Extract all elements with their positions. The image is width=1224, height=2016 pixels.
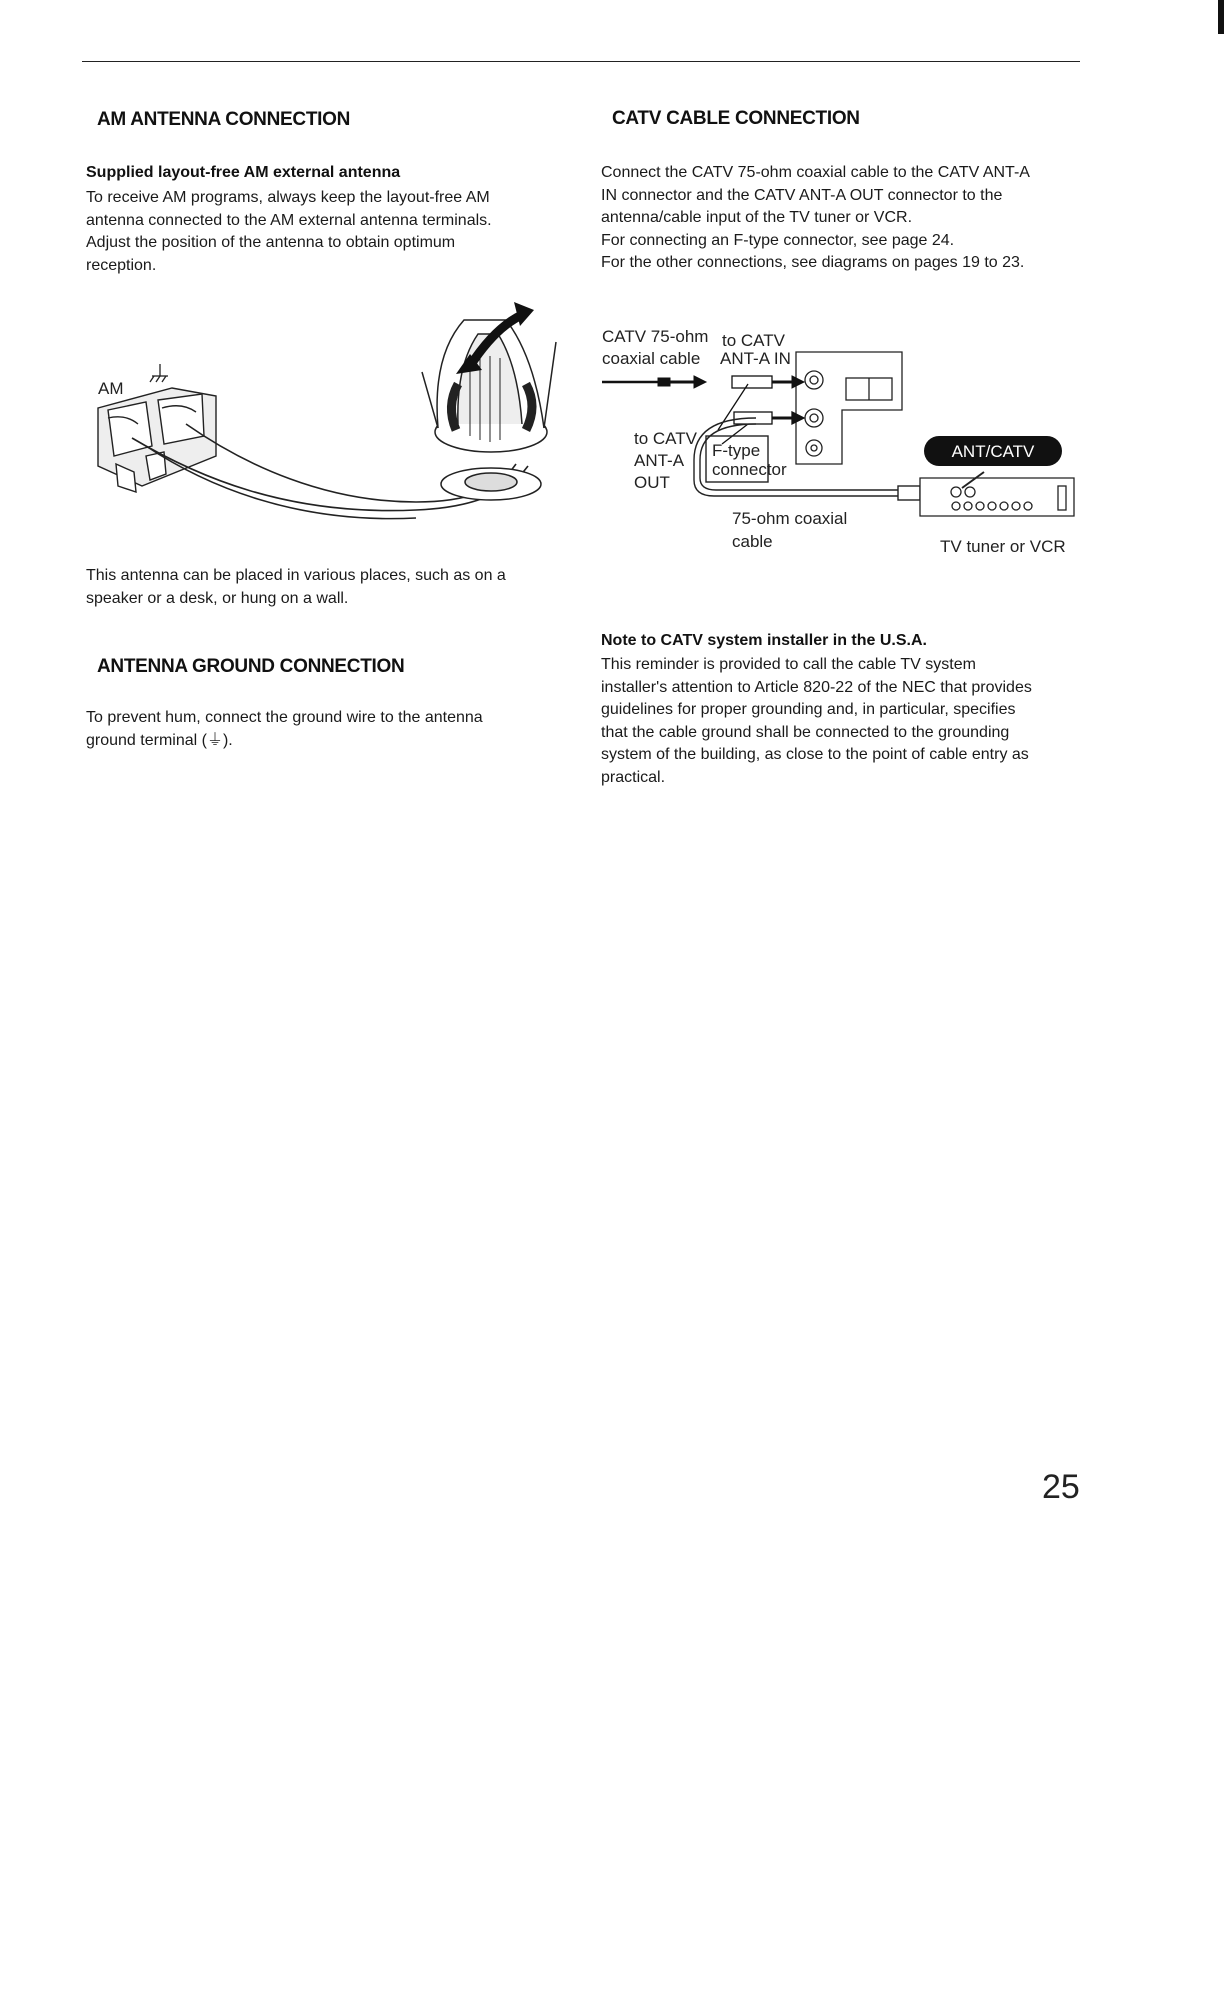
tv-tuner-label: TV tuner or VCR [940,537,1066,556]
note-line: This reminder is provided to call the cable TV system [601,656,976,673]
note-line: system of the building, as close to the point of cable entry as [601,746,1029,763]
placement-line: This antenna can be placed in various places, such as on a [86,567,506,584]
am-body-line: antenna connected to the AM external antenna terminals. [86,211,492,229]
note-line: installer's attention to Article 820-22 of the NEC that provides [601,678,1032,696]
to-catv-out-label-line2: ANT-A [634,451,685,470]
antcatv-badge-label: ANT/CATV [951,442,1035,461]
page-edge-mark [1218,0,1224,34]
catv-body-line: IN connector and the CATV ANT-A OUT connector to the [601,186,1003,204]
catv-connection-diagram [598,320,1088,560]
antenna-ground-text [86,707,566,752]
top-rule [82,61,1080,62]
ground-symbol-icon [150,364,168,382]
note-line: that the cable ground shall be connected to the grounding [601,723,1010,741]
receiver-panel [796,352,902,464]
am-terminal-label: AM [98,379,124,398]
am-body-line: reception. [86,256,157,274]
catv-cable-heading: CATV CABLE CONNECTION [612,108,860,129]
am-antenna-heading: AM ANTENNA CONNECTION [97,109,351,130]
to-catv-out-label-line1: to CATV [634,429,697,448]
am-antenna-illustration [86,296,566,536]
catv-body-line: For the other connections, see diagrams on pages 19 to 23. [601,254,1025,271]
ground-line: To prevent hum, connect the ground wire to the antenna [86,709,483,726]
am-body-line: Adjust the position of the antenna to obtain optimum [86,234,456,251]
placement-line: speaker or a desk, or hung on a wall. [86,589,349,607]
to-catv-in-label-line1: to CATV [722,331,785,350]
tv-tuner-unit [920,472,1074,516]
coaxial-label-line2: cable [732,532,773,551]
antcatv-badge [924,436,1062,466]
note-line: practical. [601,768,666,786]
catv-input-cable [602,376,804,388]
catv-body-line: antenna/cable input of the TV tuner or VCR. [601,209,913,226]
catv-cable-body [601,162,1091,275]
note-line: guidelines for proper grounding and, in particular, specifies [601,701,1016,718]
ftype-label-line2: connector [712,460,787,479]
am-antenna-subheading: Supplied layout-free AM external antenna [86,164,401,181]
catv-body-line: Connect the CATV 75-ohm coaxial cable to the CATV ANT-A [601,164,1030,181]
ftype-label-line1: F-type [712,441,761,460]
am-antenna-body [86,187,556,277]
ftype-connector-icon [718,384,804,444]
catv-note-heading: Note to CATV system installer in the U.S.A. [601,632,927,649]
catv-body-line: For connecting an F-type connector, see page 24. [601,231,955,249]
antenna-placement-text [86,565,576,610]
coaxial-label-line1: 75-ohm coaxial [732,509,848,528]
catv-cable-label-line2: coaxial cable [602,349,701,368]
catv-cable-label-line1: CATV 75-ohm [602,327,709,346]
antenna-ground-heading: ANTENNA GROUND CONNECTION [97,656,405,677]
am-body-line: To receive AM programs, always keep the layout-free AM [86,189,490,206]
ground-line: ground terminal (⏚). [86,731,233,749]
catv-note-body [601,654,1101,789]
to-catv-in-label-line2: ANT-A IN [720,349,791,368]
page-number: 25 [1042,1468,1080,1506]
to-catv-out-label-line3: OUT [634,473,670,492]
